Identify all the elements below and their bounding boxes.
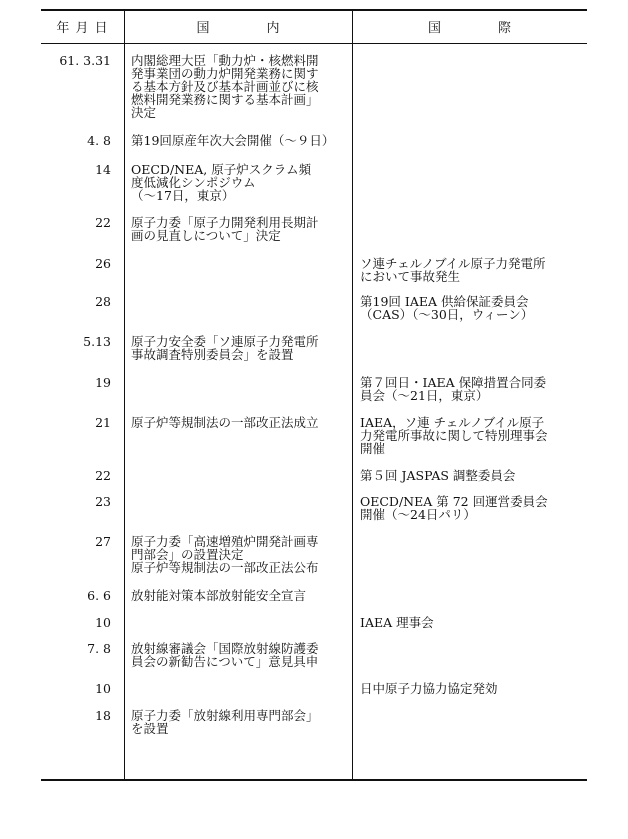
row-domestic: 原子力委「原子力開発利用長期計 画の見直しについて」決定 (131, 215, 319, 243)
row-domestic: 原子力委「放射線利用専門部会」 を設置 (131, 708, 319, 736)
row-date: 61. 3.31 (59, 53, 111, 68)
row-domestic: 放射能対策本部放射能安全宣言 (131, 588, 307, 603)
row-domestic: 内閣総理大臣「動力炉・核燃料開 発事業団の動力炉開発業務に関す る基本方針及び基本計画並びに核 燃料開発業務に関する基本計画」 決定 (131, 53, 319, 120)
chronology-table (41, 9, 587, 780)
row-international: ソ連チェルノブイル原子力発電所 において事故発生 (360, 256, 546, 284)
row-date: 28 (95, 294, 111, 309)
header-date: 年 月 日 (56, 20, 109, 36)
row-date: 23 (95, 494, 111, 509)
row-international: IAEA，ソ連 チェルノブイル原子 力発電所事故に関して特別理事会 開催 (360, 415, 548, 456)
row-date: 27 (95, 534, 111, 549)
row-domestic: 原子力委「高速増殖炉開発計画専 門部会」の設置決定 原子炉等規制法の一部改正法公布 (131, 534, 319, 575)
row-date: 10 (95, 681, 111, 696)
header-rule (41, 43, 587, 44)
row-date: 21 (95, 415, 111, 430)
row-domestic: 原子炉等規制法の一部改正法成立 (131, 415, 319, 430)
row-date: 7. 8 (87, 641, 111, 656)
row-date: 4. 8 (87, 133, 111, 148)
row-international: 第７回日・IAEA 保障措置合同委 員会（～21日，東京） (360, 375, 547, 403)
row-domestic: 原子力安全委「ソ連原子力発電所 事故調査特別委員会」を設置 (131, 334, 319, 362)
row-date: 6. 6 (87, 588, 111, 603)
header-domestic: 国 内 (196, 20, 281, 36)
row-date: 5.13 (83, 334, 111, 349)
row-date: 10 (95, 615, 111, 630)
row-domestic: 第19回原産年次大会開催（～９日） (131, 133, 335, 148)
table-bottom-rule (41, 779, 587, 781)
row-date: 22 (95, 215, 111, 230)
header-international: 国 際 (427, 20, 512, 36)
row-international: 日中原子力協力協定発効 (360, 681, 498, 696)
column-divider-date (124, 9, 125, 780)
row-date: 26 (95, 256, 111, 271)
row-international: 第５回 JASPAS 調整委員会 (360, 468, 516, 483)
row-date: 14 (95, 162, 111, 177)
row-date: 18 (95, 708, 111, 723)
row-date: 19 (95, 375, 111, 390)
row-date: 22 (95, 468, 111, 483)
row-international: OECD/NEA 第 72 回運営委員会 開催（～24日パリ） (360, 494, 548, 522)
row-domestic: 放射線審議会「国際放射線防護委 員会の新勧告について」意見具申 (131, 641, 319, 669)
row-international: IAEA 理事会 (360, 615, 434, 630)
row-international: 第19回 IAEA 供給保証委員会 （CAS）（～30日，ウィーン） (360, 294, 534, 322)
row-domestic: OECD/NEA, 原子炉スクラム頻 度低減化シンポジウム （～17日，東京） (131, 162, 312, 203)
